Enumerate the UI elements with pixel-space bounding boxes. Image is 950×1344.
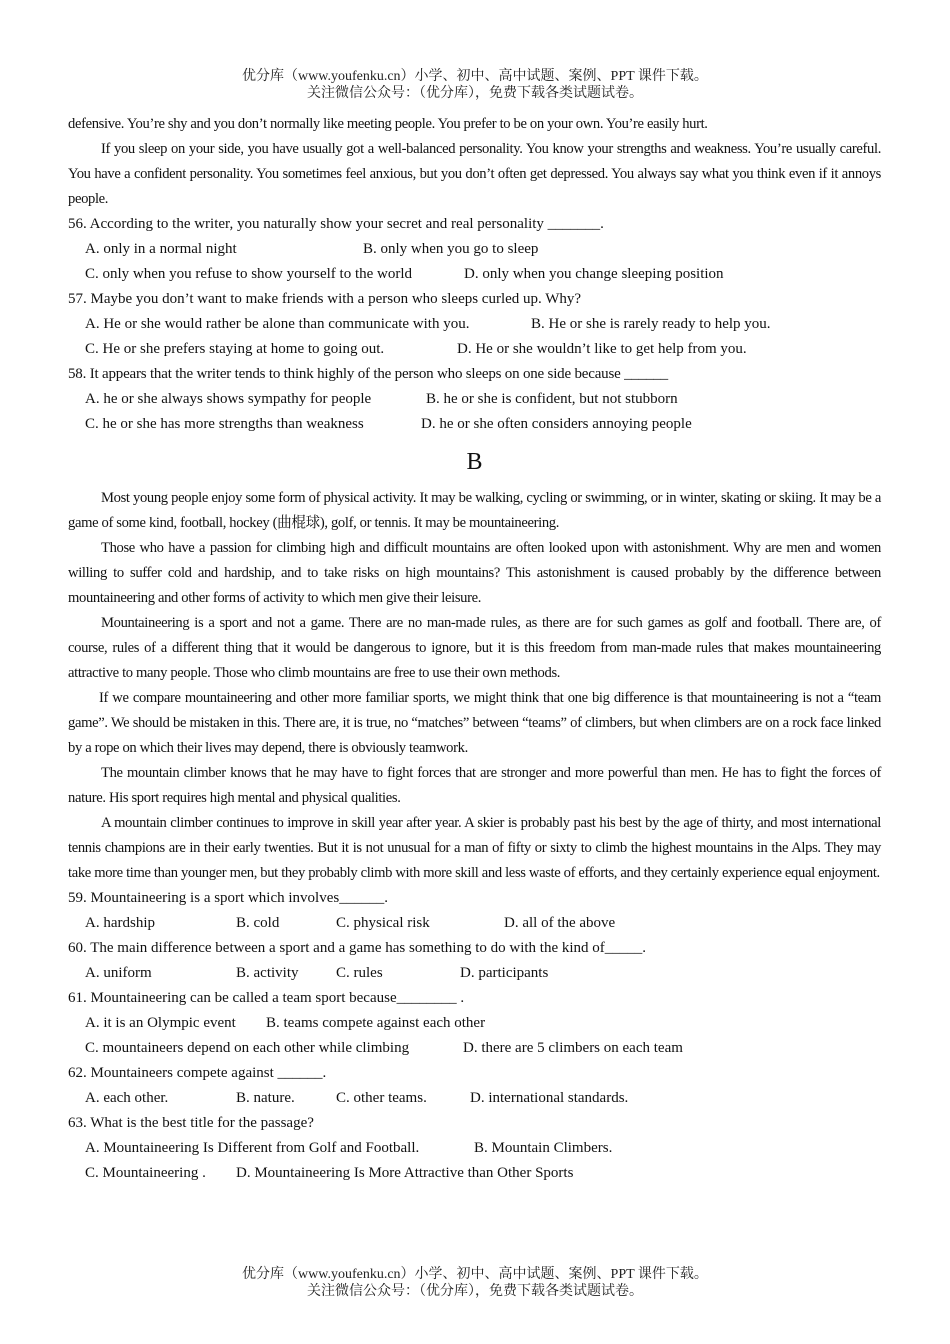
passage-a-paragraph: defensive. You’re shy and you don’t normally like meeting people. You prefer to be on your own. You’re easily hurt. [68, 116, 708, 132]
option-row [68, 1136, 881, 1161]
option-row [68, 911, 881, 936]
option-row [68, 237, 881, 262]
option-row [68, 412, 881, 437]
option-a: A. it is an Olympic event [85, 1015, 236, 1031]
passage-b-paragraph: Most young people enjoy some form of physical activity. It may be walking, cycling or swimming, or in winter, skating or skiing. It may be a game of some kind, football, hockey (曲棍球), golf, or tennis. It may be mountaineering. [68, 490, 881, 531]
option-b: B. Mountain Climbers. [474, 1140, 613, 1156]
option-c: C. mountaineers depend on each other while climbing [85, 1040, 410, 1056]
option-b: B. cold [236, 915, 280, 931]
header-line-1: 优分库（www.youfenku.cn）小学、初中、高中试题、案例、PPT 课件下载。 [242, 69, 708, 84]
option-c: C. physical risk [336, 915, 430, 931]
option-a: A. uniform [85, 965, 152, 981]
option-b: B. activity [236, 965, 299, 981]
option-d: D. he or she often considers annoying people [421, 416, 692, 432]
passage-b-paragraph: If we compare mountaineering and other more familiar sports, we might think that one big difference is that mountaineering is not a “team game”. We should be mistaken in this. There are, it is true, no “matches” between “teams” of climbers, but when climbers are on a rock face linked by a rope on which their lives may depend, there is obviously teamwork. [68, 690, 881, 756]
option-c: C. He or she prefers staying at home to going out. [85, 341, 385, 357]
question-62: 62. Mountaineers compete against ______. [68, 1065, 327, 1081]
option-d: D. Mountaineering Is More Attractive than Other Sports [236, 1165, 574, 1181]
header-line-2: 关注微信公众号：（优分库），免费下载各类试题试卷。 [307, 86, 643, 101]
page-content [68, 112, 881, 1186]
option-d: D. only when you change sleeping position [464, 266, 724, 282]
option-a: A. hardship [85, 915, 155, 931]
option-b: B. teams compete against each other [266, 1015, 486, 1031]
option-row [68, 1011, 881, 1036]
option-d: D. He or she wouldn’t like to get help from you. [457, 341, 747, 357]
question-59: 59. Mountaineering is a sport which involves______. [68, 890, 388, 906]
option-b: B. nature. [236, 1090, 295, 1106]
option-a: A. Mountaineering Is Different from Golf and Football. [85, 1140, 420, 1156]
option-row [68, 387, 881, 412]
passage-b-paragraph: The mountain climber knows that he may have to fight forces that are stronger and more powerful than men. He has to fight the forces of nature. His sport requires high mental and physical qualities. [68, 765, 881, 806]
question-58: 58. It appears that the writer tends to think highly of the person who sleeps on one side because ______ [68, 366, 668, 382]
option-row [68, 961, 881, 986]
question-56: 56. According to the writer, you naturally show your secret and real personality _______. [68, 216, 604, 232]
option-d: D. all of the above [504, 915, 616, 931]
option-a: A. each other. [85, 1090, 169, 1106]
passage-a-paragraph: If you sleep on your side, you have usually got a well-balanced personality. You know your strengths and weakness. You’re usually careful. You have a confident personality. You sometimes feel anxious, but you don’t often get depressed. You always say what you think even if it annoys people. [68, 141, 881, 207]
passage-b-paragraph: Mountaineering is a sport and not a game. There are no man-made rules, as there are for such games as golf and football. There are, of course, rules of a different thing that it would be dangerous to ignore, but it is this freedom from man-made rules that makes mountaineering attractive to many people. Those who climb mountains are free to use their own methods. [68, 615, 881, 681]
option-row [68, 1086, 881, 1111]
option-row [68, 312, 881, 337]
option-a: A. only in a normal night [85, 241, 237, 257]
option-c: C. Mountaineering . [85, 1165, 206, 1181]
question-57: 57. Maybe you don’t want to make friends with a person who sleeps curled up. Why? [68, 291, 582, 307]
page-footer [0, 1266, 950, 1300]
option-row [68, 1036, 881, 1061]
option-row [68, 337, 881, 362]
option-b: B. He or she is rarely ready to help you. [531, 316, 771, 332]
option-c: C. other teams. [336, 1090, 427, 1106]
option-c: C. only when you refuse to show yourself to the world [85, 266, 413, 282]
passage-b-paragraph: A mountain climber continues to improve in skill year after year. A skier is probably past his best by the age of thirty, and most international tennis champions are in their early twenties. But it is not unusual for a man of fifty or sixty to climb the highest mountains in the Alps. They may take more time than younger men, but they probably climb with more skill and less waste of efforts, and they certainly experience equal enjoyment. [68, 815, 881, 881]
option-b: B. only when you go to sleep [363, 241, 539, 257]
passage-b-paragraph: Those who have a passion for climbing high and difficult mountains are often looked upon with astonishment. Why are men and women willing to suffer cold and hardship, and to take risks on high mountains? This astonishment is caused probably by the difference between mountaineering and other forms of activity to which men give their leisure. [68, 540, 881, 606]
option-d: D. there are 5 climbers on each team [463, 1040, 683, 1056]
section-heading: B [466, 449, 483, 475]
option-row [68, 1161, 881, 1186]
footer-line-1: 优分库（www.youfenku.cn）小学、初中、高中试题、案例、PPT 课件下载。 [242, 1267, 708, 1282]
footer-line-2: 关注微信公众号：（优分库），免费下载各类试题试卷。 [307, 1284, 643, 1299]
option-a: A. he or she always shows sympathy for people [85, 391, 372, 407]
option-c: C. he or she has more strengths than weakness [85, 416, 364, 432]
option-c: C. rules [336, 965, 383, 981]
option-d: D. participants [460, 965, 549, 981]
question-63: 63. What is the best title for the passage? [68, 1115, 314, 1131]
page-header [0, 68, 950, 102]
option-a: A. He or she would rather be alone than communicate with you. [85, 316, 470, 332]
question-61: 61. Mountaineering can be called a team sport because________ . [68, 990, 465, 1006]
option-d: D. international standards. [470, 1090, 629, 1106]
option-row [68, 262, 881, 287]
question-60: 60. The main difference between a sport and a game has something to do with the kind of_____. [68, 940, 647, 956]
option-b: B. he or she is confident, but not stubborn [426, 391, 678, 407]
